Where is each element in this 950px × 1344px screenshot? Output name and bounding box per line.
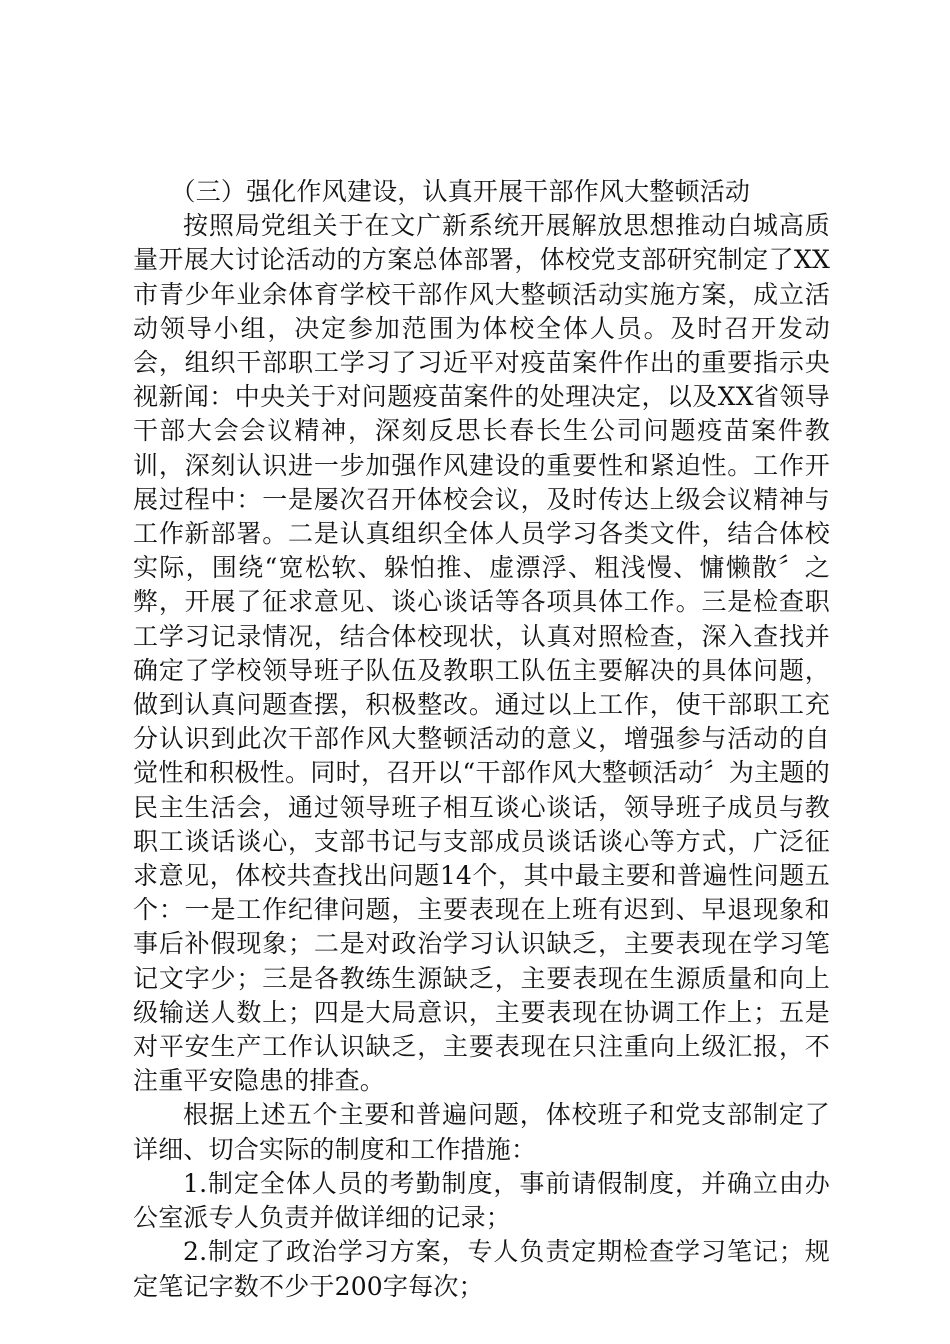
section-heading: （三）强化作风建设，认真开展干部作风大整顿活动 — [170, 177, 751, 206]
paragraph-work-overview: 按照局党组关于在文广新系统开展解放思想推动白城高质量开展大讨论活动的方案总体部署，体校党支部研究制定了XX市青少年业余体育学校干部作风大整顿活动实施方案，成立活动领导小组，决定参加范围为体校全体人员。及时召开发动会，组织干部职工学习了习近平对疫苗案件作出的重要指示央视新闻：中央关于对问题疫苗案件的处理决定，以及XX省领导干部大会会议精神，深刻反思长春长生公司问题疫苗案件教训，深刻认识进一步加强作风建设的重要性和紧迫性。工作开展过程中：一是屡次召开体校会议，及时传达上级会议精神与工作新部署。二是认真组织全体人员学习各类文件，结合体校实际，围绕“宽松软、躲怕推、虚漂浮、粗浅慢、慵懒散〞之弊，开展了征求意见、谈心谈话等各项具体工作。三是检查职工学习记录情况，结合体校现状，认真对照检查，深入查找并确定了学校领导班子队伍及教职工队伍主要解决的具体问题，做到认真问题查摆，积极整改。通过以上工作，使干部职工充分认识到此次干部作风大整顿活动的意义，增强参与活动的自觉性和积极性。同时，召开以“干部作风大整顿活动〞为主题的民主生活会，通过领导班子相互谈心谈话，领导班子成员与教职工谈话谈心，支部书记与支部成员谈话谈心等方式，广泛征求意见，体校共查找出问题14个，其中最主要和普遍性问题五个：一是工作纪律问题，主要表现在上班有迟到、早退现象和事后补假现象；二是对政治学习认识缺乏，主要表现在学习笔记文字少；三是各教练生源缺乏，主要表现在生源质量和向上级输送人数上；四是大局意识，主要表现在协调工作上；五是对平安生产工作认识缺乏，主要表现在只注重向上级汇报，不注重平安隐患的排查。 — [133, 211, 830, 1096]
document-body — [133, 175, 830, 1304]
paragraph-measure-1: 1.制定全体人员的考勤制度，事前请假制度，并确立由办公室派专人负责并做详细的记录； — [133, 1168, 830, 1233]
paragraph-measure-2: 2.制定了政治学习方案，专人负责定期检查学习笔记；规定笔记字数不少于200字每次； — [133, 1237, 830, 1301]
paragraph-measures-intro: 根据上述五个主要和普遍问题，体校班子和党支部制定了详细、切合实际的制度和工作措施： — [133, 1100, 830, 1164]
